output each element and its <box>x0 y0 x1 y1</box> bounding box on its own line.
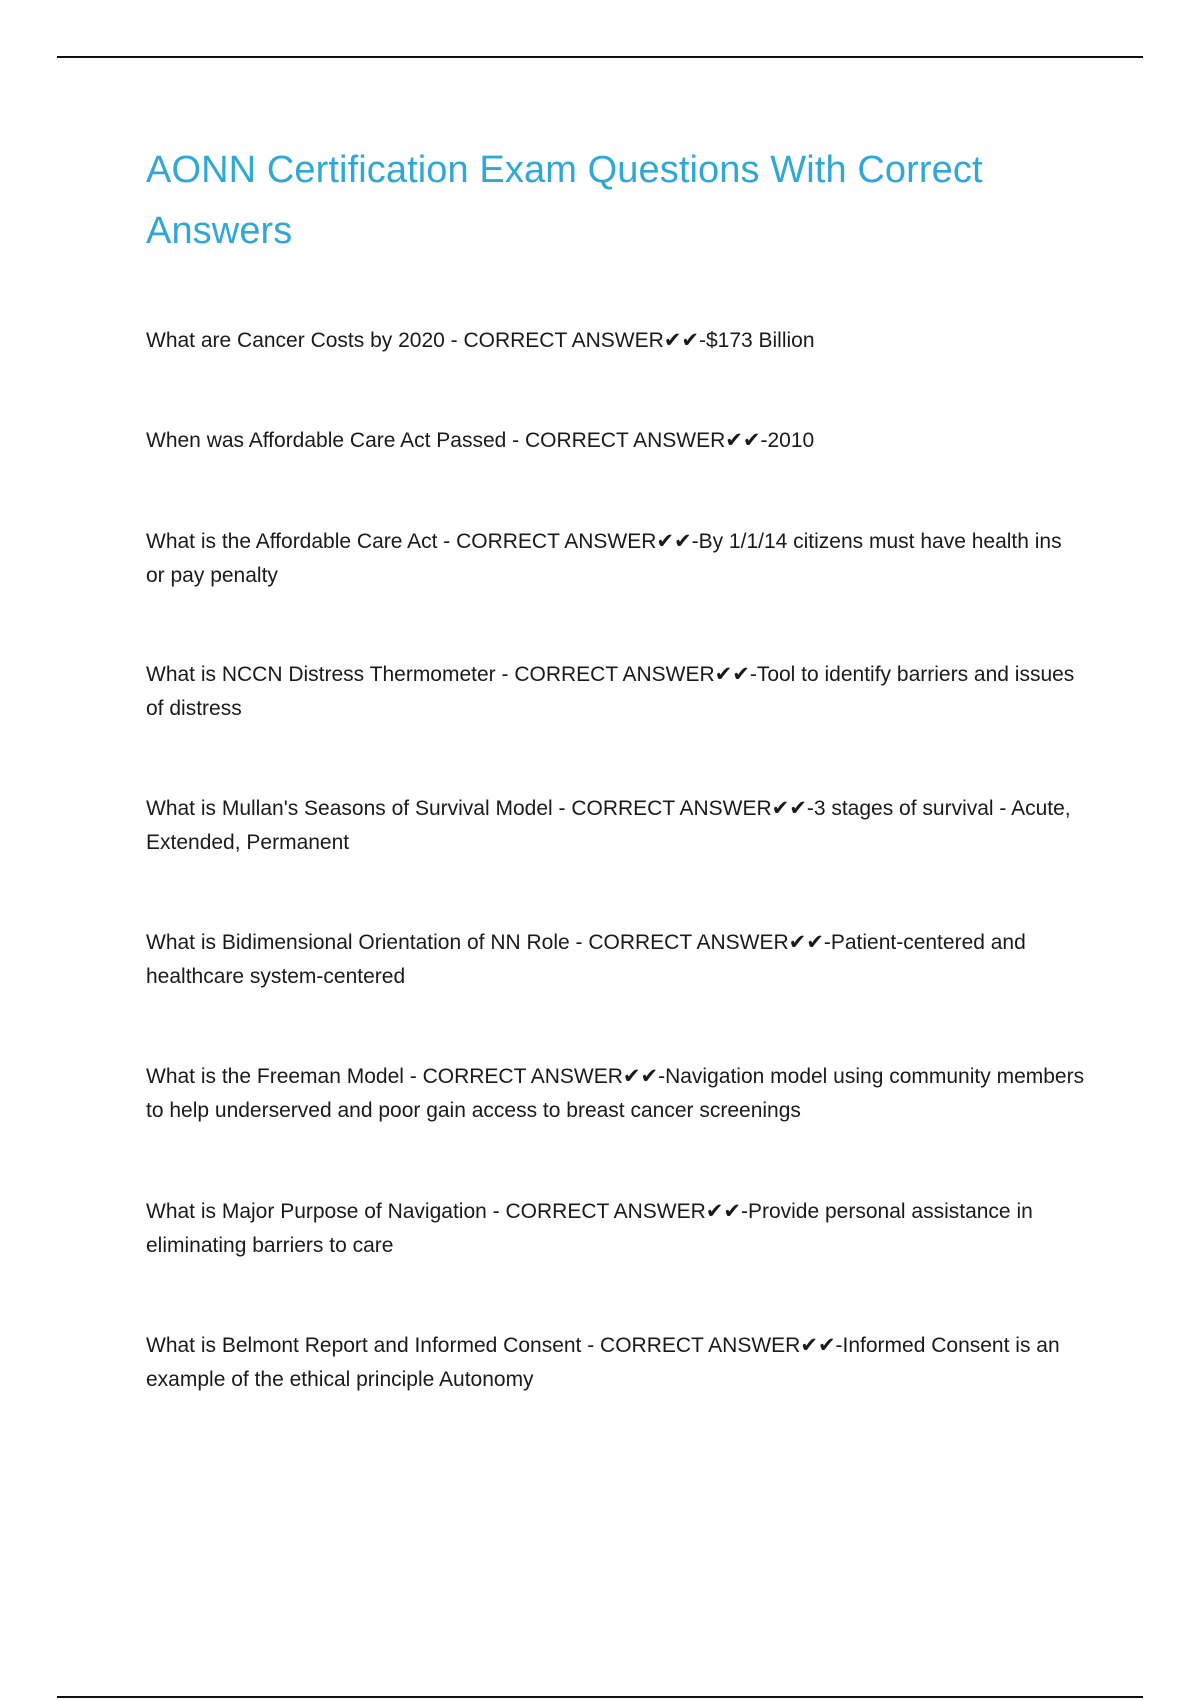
qa-item: What are Cancer Costs by 2020 - CORRECT ANSWER✔✔-$173 Billion <box>146 329 815 352</box>
qa-item: What is NCCN Distress Thermometer - CORRECT ANSWER✔✔-Tool to identify barriers and issues of distress <box>146 663 1075 720</box>
document-title: AONN Certification Exam Questions With Correct Answers <box>146 149 983 252</box>
qa-item: What is Belmont Report and Informed Consent - CORRECT ANSWER✔✔-Informed Consent is an example of the ethical principle Autonomy <box>146 1334 1060 1391</box>
bottom-rule <box>57 1696 1143 1698</box>
qa-item: What is Mullan's Seasons of Survival Model - CORRECT ANSWER✔✔-3 stages of survival - Acute, Extended, Permanent <box>146 797 1071 854</box>
qa-list <box>146 324 1086 1397</box>
qa-item: What is Major Purpose of Navigation - CORRECT ANSWER✔✔-Provide personal assistance in eliminating barriers to care <box>146 1200 1033 1257</box>
top-rule <box>57 56 1143 58</box>
qa-item: When was Affordable Care Act Passed - CORRECT ANSWER✔✔-2010 <box>146 429 815 452</box>
qa-item: What is the Affordable Care Act - CORRECT ANSWER✔✔-By 1/1/14 citizens must have health ins or pay penalty <box>146 530 1062 587</box>
qa-item: What is the Freeman Model - CORRECT ANSWER✔✔-Navigation model using community members to help underserved and poor gain access to breast cancer screenings <box>146 1065 1085 1122</box>
qa-item: What is Bidimensional Orientation of NN Role - CORRECT ANSWER✔✔-Patient-centered and healthcare system-centered <box>146 931 1026 988</box>
document-body <box>146 140 1086 1397</box>
